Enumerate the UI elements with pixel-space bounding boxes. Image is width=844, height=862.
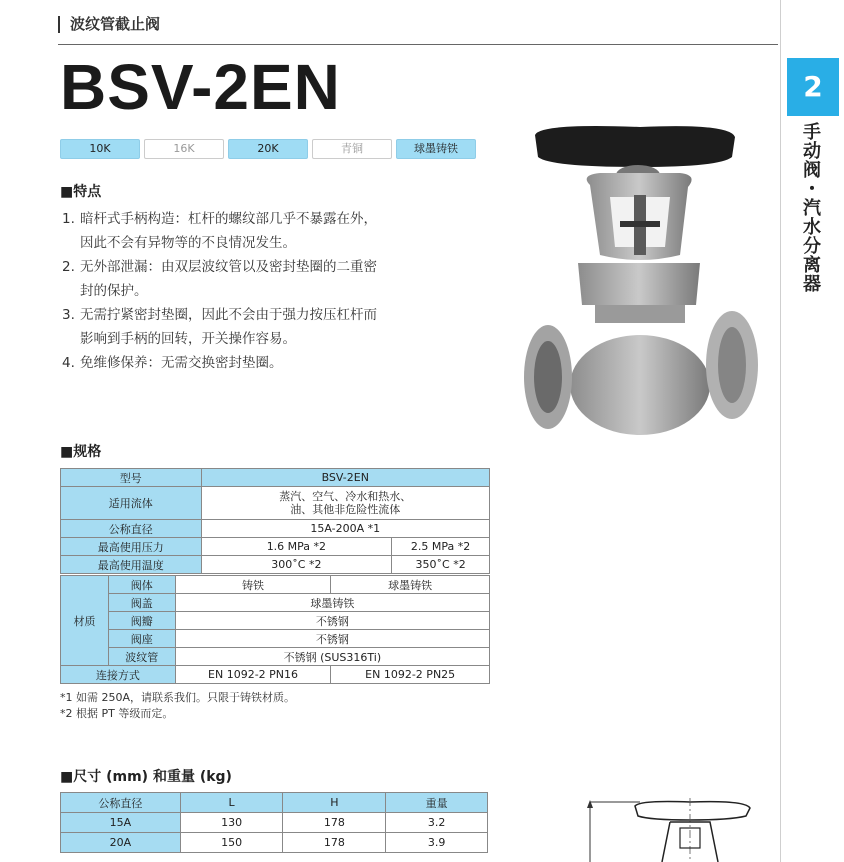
spec-table [60,468,490,574]
spec-temp-b: 350˚C *2 [392,556,490,574]
dims-cell: 3.2 [386,813,488,833]
note-2: *2 根据 PT 等级而定。 [60,707,174,720]
spec-material-table [60,575,490,684]
spec-material-label: 材质 [61,576,109,666]
feature-item: 1. 暗杆式手柄构造：杠杆的螺纹部几乎不暴露在外， 因此不会有异物等的不良情况发生。 [62,211,377,251]
spec-heading: ■规格 [60,444,102,460]
chapter-number: 2 [787,58,839,116]
table-row [61,538,490,556]
tag-16k: 16K [144,139,224,159]
spec-pressure-a: 1.6 MPa *2 [201,538,392,556]
spec-notes [60,690,295,722]
dims-cell: 15A [61,813,181,833]
table-row [61,487,490,520]
spec-header-model: 型号 [61,469,202,487]
features-list [62,207,422,375]
table-row [61,469,490,487]
table-row [61,833,488,853]
page-header-title: 波纹管截止阀 [58,16,160,33]
dims-cell: 178 [283,833,386,853]
tag-10k: 10K [60,139,140,159]
table-row [61,556,490,574]
spec-header-model-value: BSV-2EN [201,469,489,487]
spec-body-a: 铸铁 [175,576,331,594]
product-title: BSV-2EN [60,51,341,123]
table-row [61,813,488,833]
dims-cell: 20A [61,833,181,853]
spec-bellows-value: 不锈钢 (SUS316Ti) [175,648,489,666]
table-row [61,648,490,666]
chapter-label: 手动阀・汽水分离器 [800,122,821,293]
spec-disc-label: 阀瓣 [108,612,175,630]
spec-body-label: 阀体 [108,576,175,594]
table-row [61,612,490,630]
spec-pressure-b: 2.5 MPa *2 [392,538,490,556]
note-1: *1 如需 250A，请联系我们。只限于铸铁材质。 [60,691,296,704]
spec-temp-a: 300˚C *2 [201,556,392,574]
feature-item: 4. 免维修保养：无需交换密封垫圈。 [62,355,283,371]
feature-item: 2. 无外部泄漏：由双层波纹管以及密封垫圈的二重密 封的保护。 [62,259,377,299]
spec-disc-value: 不锈钢 [175,612,489,630]
spec-pressure-label: 最高使用压力 [61,538,202,556]
rating-tags [60,139,476,159]
table-row [61,520,490,538]
valve-photo [520,115,770,445]
spec-size-label: 公称直径 [61,520,202,538]
dims-header-weight: 重量 [386,793,488,813]
dims-cell: 150 [180,833,283,853]
dims-header-size: 公称直径 [61,793,181,813]
features-heading: ■特点 [60,184,102,200]
spec-temp-label: 最高使用温度 [61,556,202,574]
feature-item: 3. 无需拧紧密封垫圈，因此不会由于强力按压杠杆而 影响到手柄的回转，开关操作容易。 [62,307,377,347]
header-divider [58,44,778,45]
dims-cell: 3.9 [386,833,488,853]
dims-cell: 130 [180,813,283,833]
spec-body-b: 球墨铸铁 [331,576,490,594]
dims-cell: 178 [283,813,386,833]
spec-bonnet-label: 阀盖 [108,594,175,612]
tag-20k: 20K [228,139,308,159]
spec-bellows-label: 波纹管 [108,648,175,666]
table-row [61,594,490,612]
table-row [61,666,490,684]
dims-heading: ■尺寸 (mm) 和重量 (kg) [60,769,232,785]
dims-table [60,792,488,853]
spec-seat-label: 阀座 [108,630,175,648]
dims-header-l: L [180,793,283,813]
dimension-drawing [580,798,770,862]
spec-bonnet-value: 球墨铸铁 [175,594,489,612]
table-row [61,630,490,648]
spec-conn-label: 连接方式 [61,666,176,684]
spec-seat-value: 不锈钢 [175,630,489,648]
table-row [61,576,490,594]
tag-bronze: 青铜 [312,139,392,159]
spec-size-value: 15A-200A *1 [201,520,489,538]
spec-fluid-value: 蒸汽、空气、冷水和热水、 油、其他非危险性流体 [201,487,489,520]
tag-ductile-iron: 球墨铸铁 [396,139,476,159]
spec-fluid-label: 适用流体 [61,487,202,520]
sidebar-divider [780,0,781,862]
spec-conn-a: EN 1092-2 PN16 [175,666,331,684]
dims-header-h: H [283,793,386,813]
table-row [61,793,488,813]
spec-conn-b: EN 1092-2 PN25 [331,666,490,684]
